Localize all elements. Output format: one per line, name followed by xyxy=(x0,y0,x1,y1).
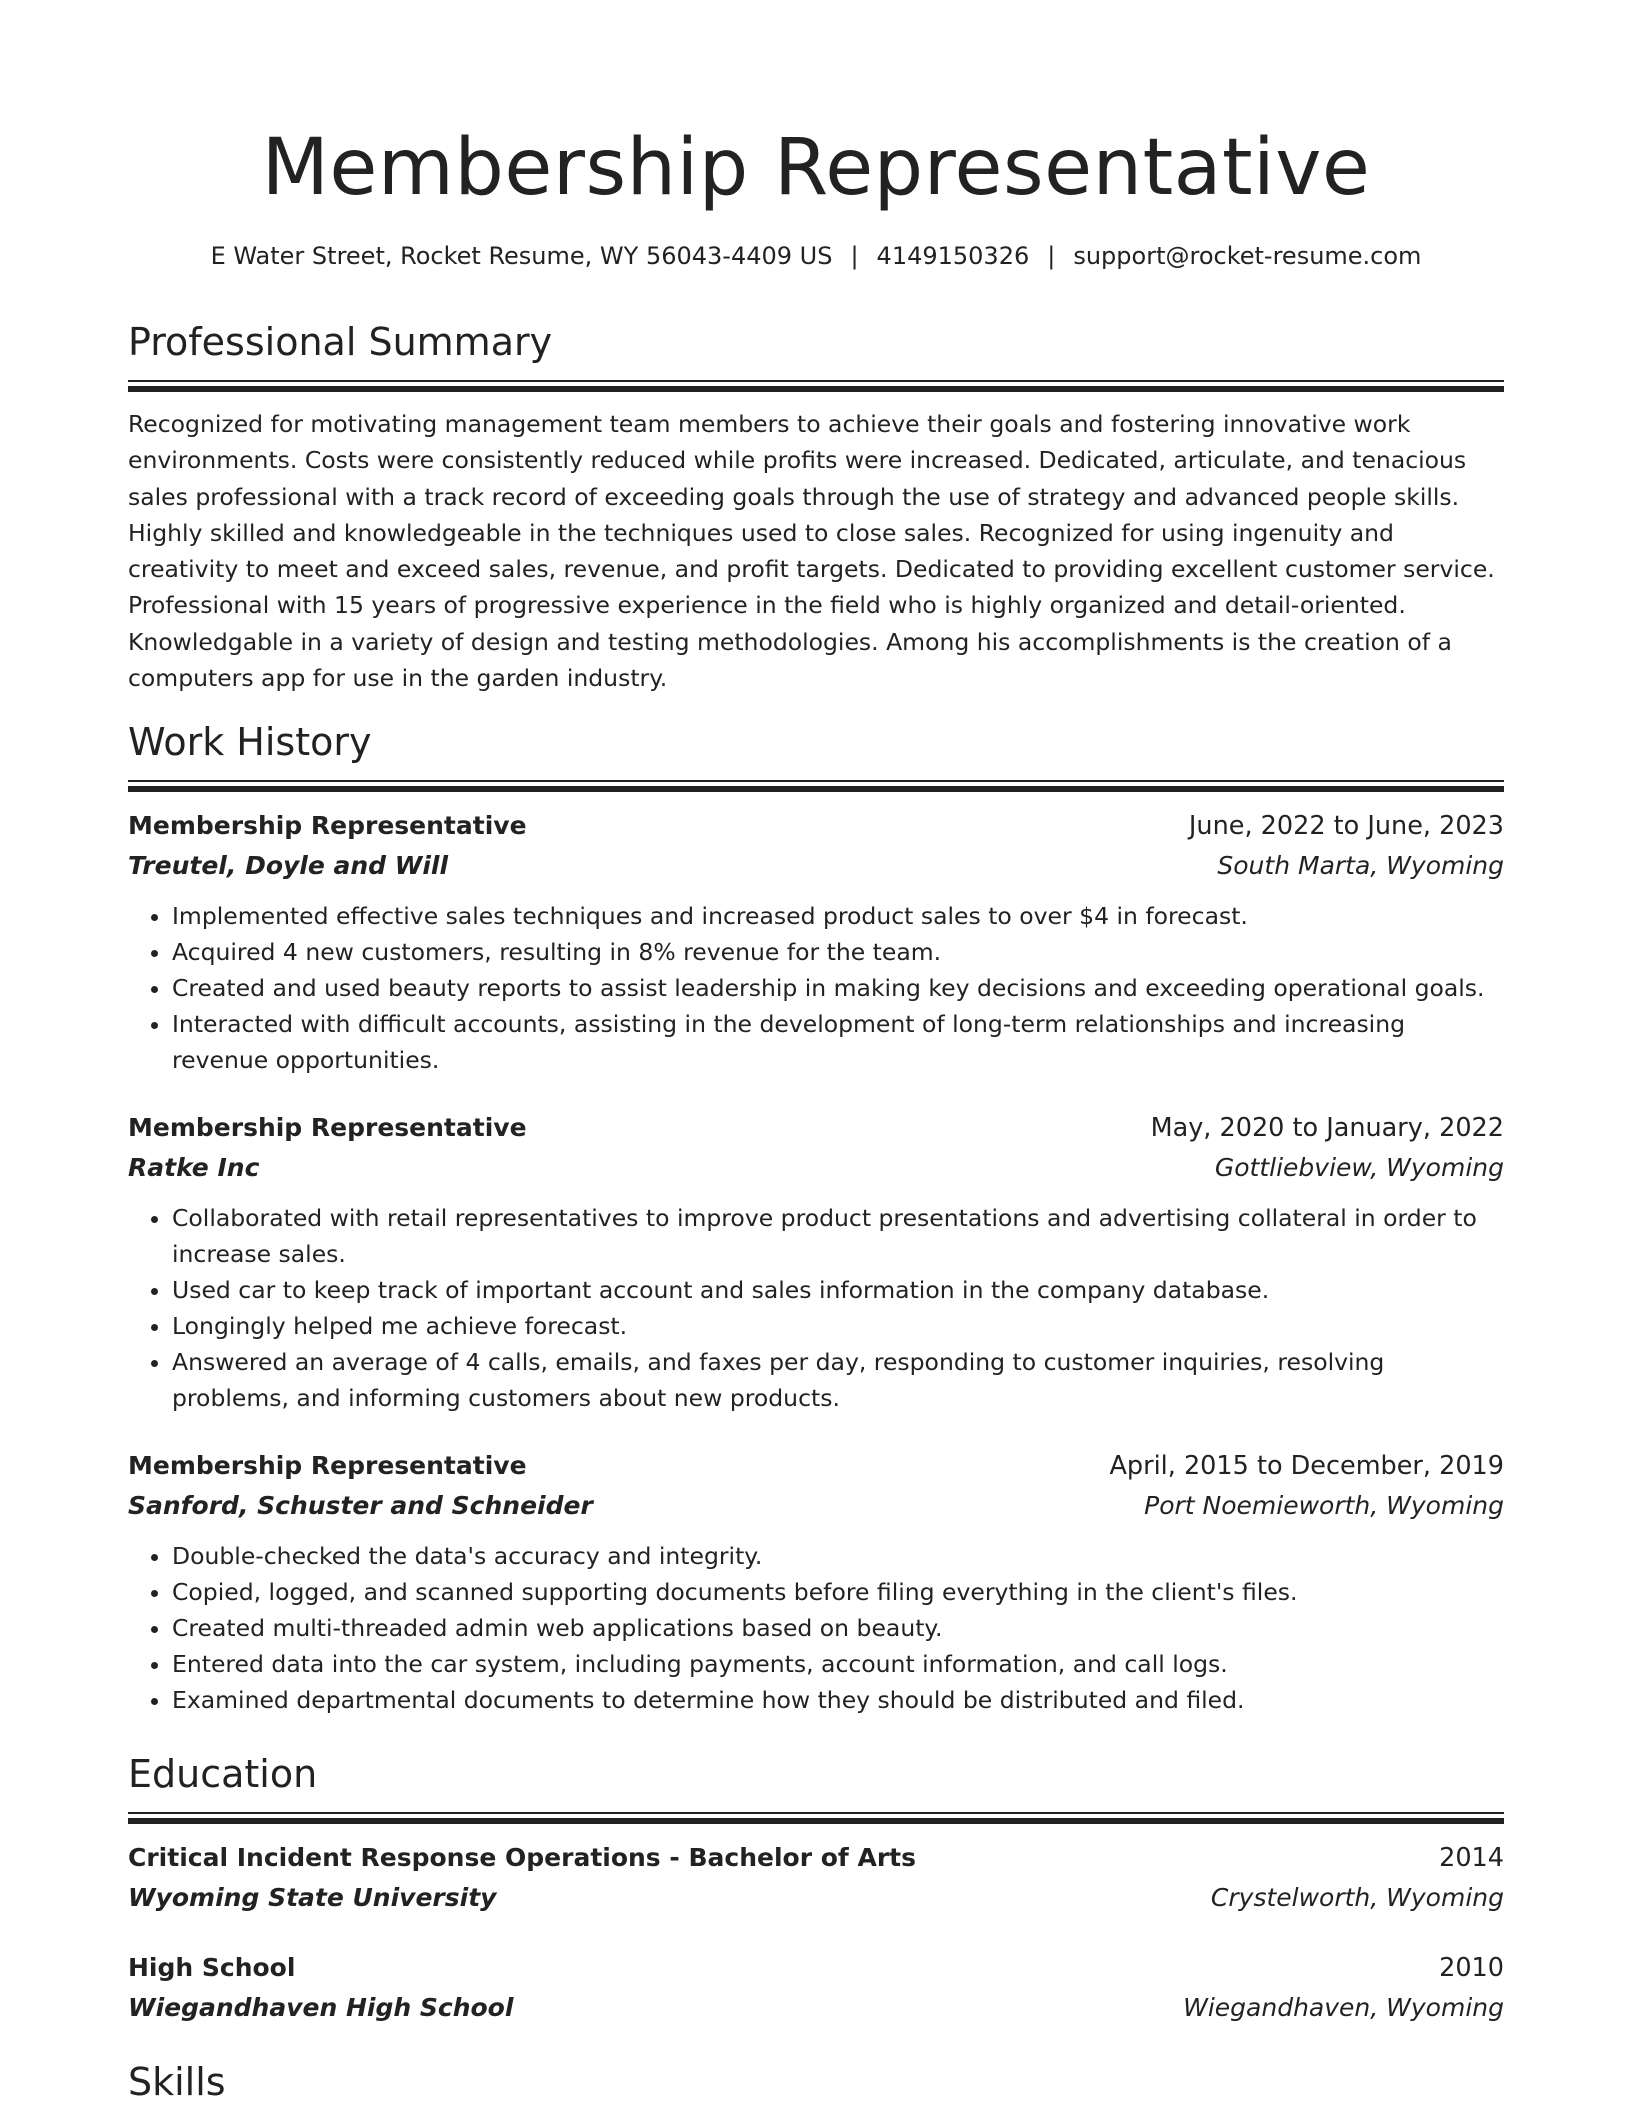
contact-phone: 4149150326 xyxy=(876,242,1030,270)
summary-section xyxy=(128,318,1504,696)
education-entry xyxy=(128,1838,1504,1918)
bullet-item: • Collaborated with retail representatives to improve product presentations and advertising collateral in order to increase sales. xyxy=(172,1200,1504,1272)
job-company: Ratke Inc xyxy=(128,1153,260,1182)
education-degree: Critical Incident Response Operations - Bachelor of Arts xyxy=(128,1843,917,1872)
job-title: Membership Representative xyxy=(128,1113,527,1142)
contact-separator: | xyxy=(1047,242,1056,270)
job-location: Gottliebview, Wyoming xyxy=(1214,1153,1504,1182)
job-company: Sanford, Schuster and Schneider xyxy=(128,1491,593,1520)
job-title: Membership Representative xyxy=(128,811,527,840)
bullet-item: • Examined departmental documents to determine how they should be distributed and filed. xyxy=(172,1682,1504,1718)
job-company: Treutel, Doyle and Will xyxy=(128,851,449,880)
bullet-item: • Interacted with difficult accounts, assisting in the development of long-term relationships and increasing revenue opportunities. xyxy=(172,1006,1504,1078)
contact-line xyxy=(0,238,1632,274)
education-degree: High School xyxy=(128,1953,296,1982)
education-location: Crystelworth, Wyoming xyxy=(1210,1883,1504,1912)
job-bullets xyxy=(128,1538,1504,1718)
contact-separator: | xyxy=(850,242,859,270)
section-title-summary: Professional Summary xyxy=(128,320,553,364)
education-year: 2014 xyxy=(1439,1843,1504,1873)
section-divider xyxy=(128,380,1504,392)
summary-text: Recognized for motivating management team members to achieve their goals and fostering innovative work environments. Costs were consistently reduced while profits were increased. Dedicated, articulate, and tenacious sales professional with a track record of exceeding goals through the use of strategy and advanced people skills. Highly skilled and knowledgeable in the techniques used to close sales. Recognized for using ingenuity and creativity to meet and exceed sales, revenue, and profit targets. Dedicated to providing excellent customer service. Professional with 15 years of progressive experience in the field who is highly organized and detail-oriented. Knowledgable in a variety of design and testing methodologies. Among his accomplishments is the creation of a computers app for use in the garden industry. xyxy=(128,410,1495,693)
job-location: South Marta, Wyoming xyxy=(1217,851,1504,880)
job-dates: May, 2020 to January, 2022 xyxy=(1150,1113,1504,1143)
contact-email: support@rocket-resume.com xyxy=(1073,242,1422,270)
job-title: Membership Representative xyxy=(128,1451,527,1480)
contact-address: E Water Street, Rocket Resume, WY 56043-4409 US xyxy=(210,242,833,270)
education-location: Wiegandhaven, Wyoming xyxy=(1183,1993,1504,2022)
job-entry xyxy=(128,806,1504,1078)
job-entry xyxy=(128,1446,1504,1718)
resume-name: Membership Representative xyxy=(261,123,1371,213)
bullet-item: • Answered an average of 4 calls, emails, and faxes per day, responding to customer inquiries, resolving problems, and informing customers about new products. xyxy=(172,1344,1504,1416)
education-school: Wyoming State University xyxy=(128,1883,497,1912)
bullet-item: • Double-checked the data's accuracy and integrity. xyxy=(172,1538,1504,1574)
bullet-item: • Implemented effective sales techniques and increased product sales to over $4 in forecast. xyxy=(172,898,1504,934)
job-bullets xyxy=(128,1200,1504,1416)
bullet-item: • Acquired 4 new customers, resulting in 8% revenue for the team. xyxy=(172,934,1504,970)
bullet-item: • Used car to keep track of important account and sales information in the company database. xyxy=(172,1272,1504,1308)
section-title-work-history: Work History xyxy=(128,720,372,764)
bullet-item: • Created and used beauty reports to assist leadership in making key decisions and exceeding operational goals. xyxy=(172,970,1504,1006)
section-title-skills: Skills xyxy=(128,2060,226,2104)
bullet-item: • Longingly helped me achieve forecast. xyxy=(172,1308,1504,1344)
skills-section xyxy=(128,2058,1504,2106)
bullet-item: • Entered data into the car system, including payments, account information, and call logs. xyxy=(172,1646,1504,1682)
education-school: Wiegandhaven High School xyxy=(128,1993,514,2022)
job-location: Port Noemieworth, Wyoming xyxy=(1144,1491,1504,1520)
bullet-item: • Copied, logged, and scanned supporting documents before filing everything in the client's files. xyxy=(172,1574,1504,1610)
job-dates: June, 2022 to June, 2023 xyxy=(1188,811,1504,841)
job-entry xyxy=(128,1108,1504,1416)
job-bullets xyxy=(128,898,1504,1078)
education-entry xyxy=(128,1948,1504,2028)
education-section xyxy=(128,1750,1504,2028)
work-history-section xyxy=(128,718,1504,1718)
section-divider xyxy=(128,1812,1504,1824)
bullet-item: • Created multi-threaded admin web applications based on beauty. xyxy=(172,1610,1504,1646)
job-dates: April, 2015 to December, 2019 xyxy=(1109,1451,1504,1481)
section-divider xyxy=(128,780,1504,792)
education-year: 2010 xyxy=(1439,1953,1504,1983)
section-title-education: Education xyxy=(128,1752,318,1796)
